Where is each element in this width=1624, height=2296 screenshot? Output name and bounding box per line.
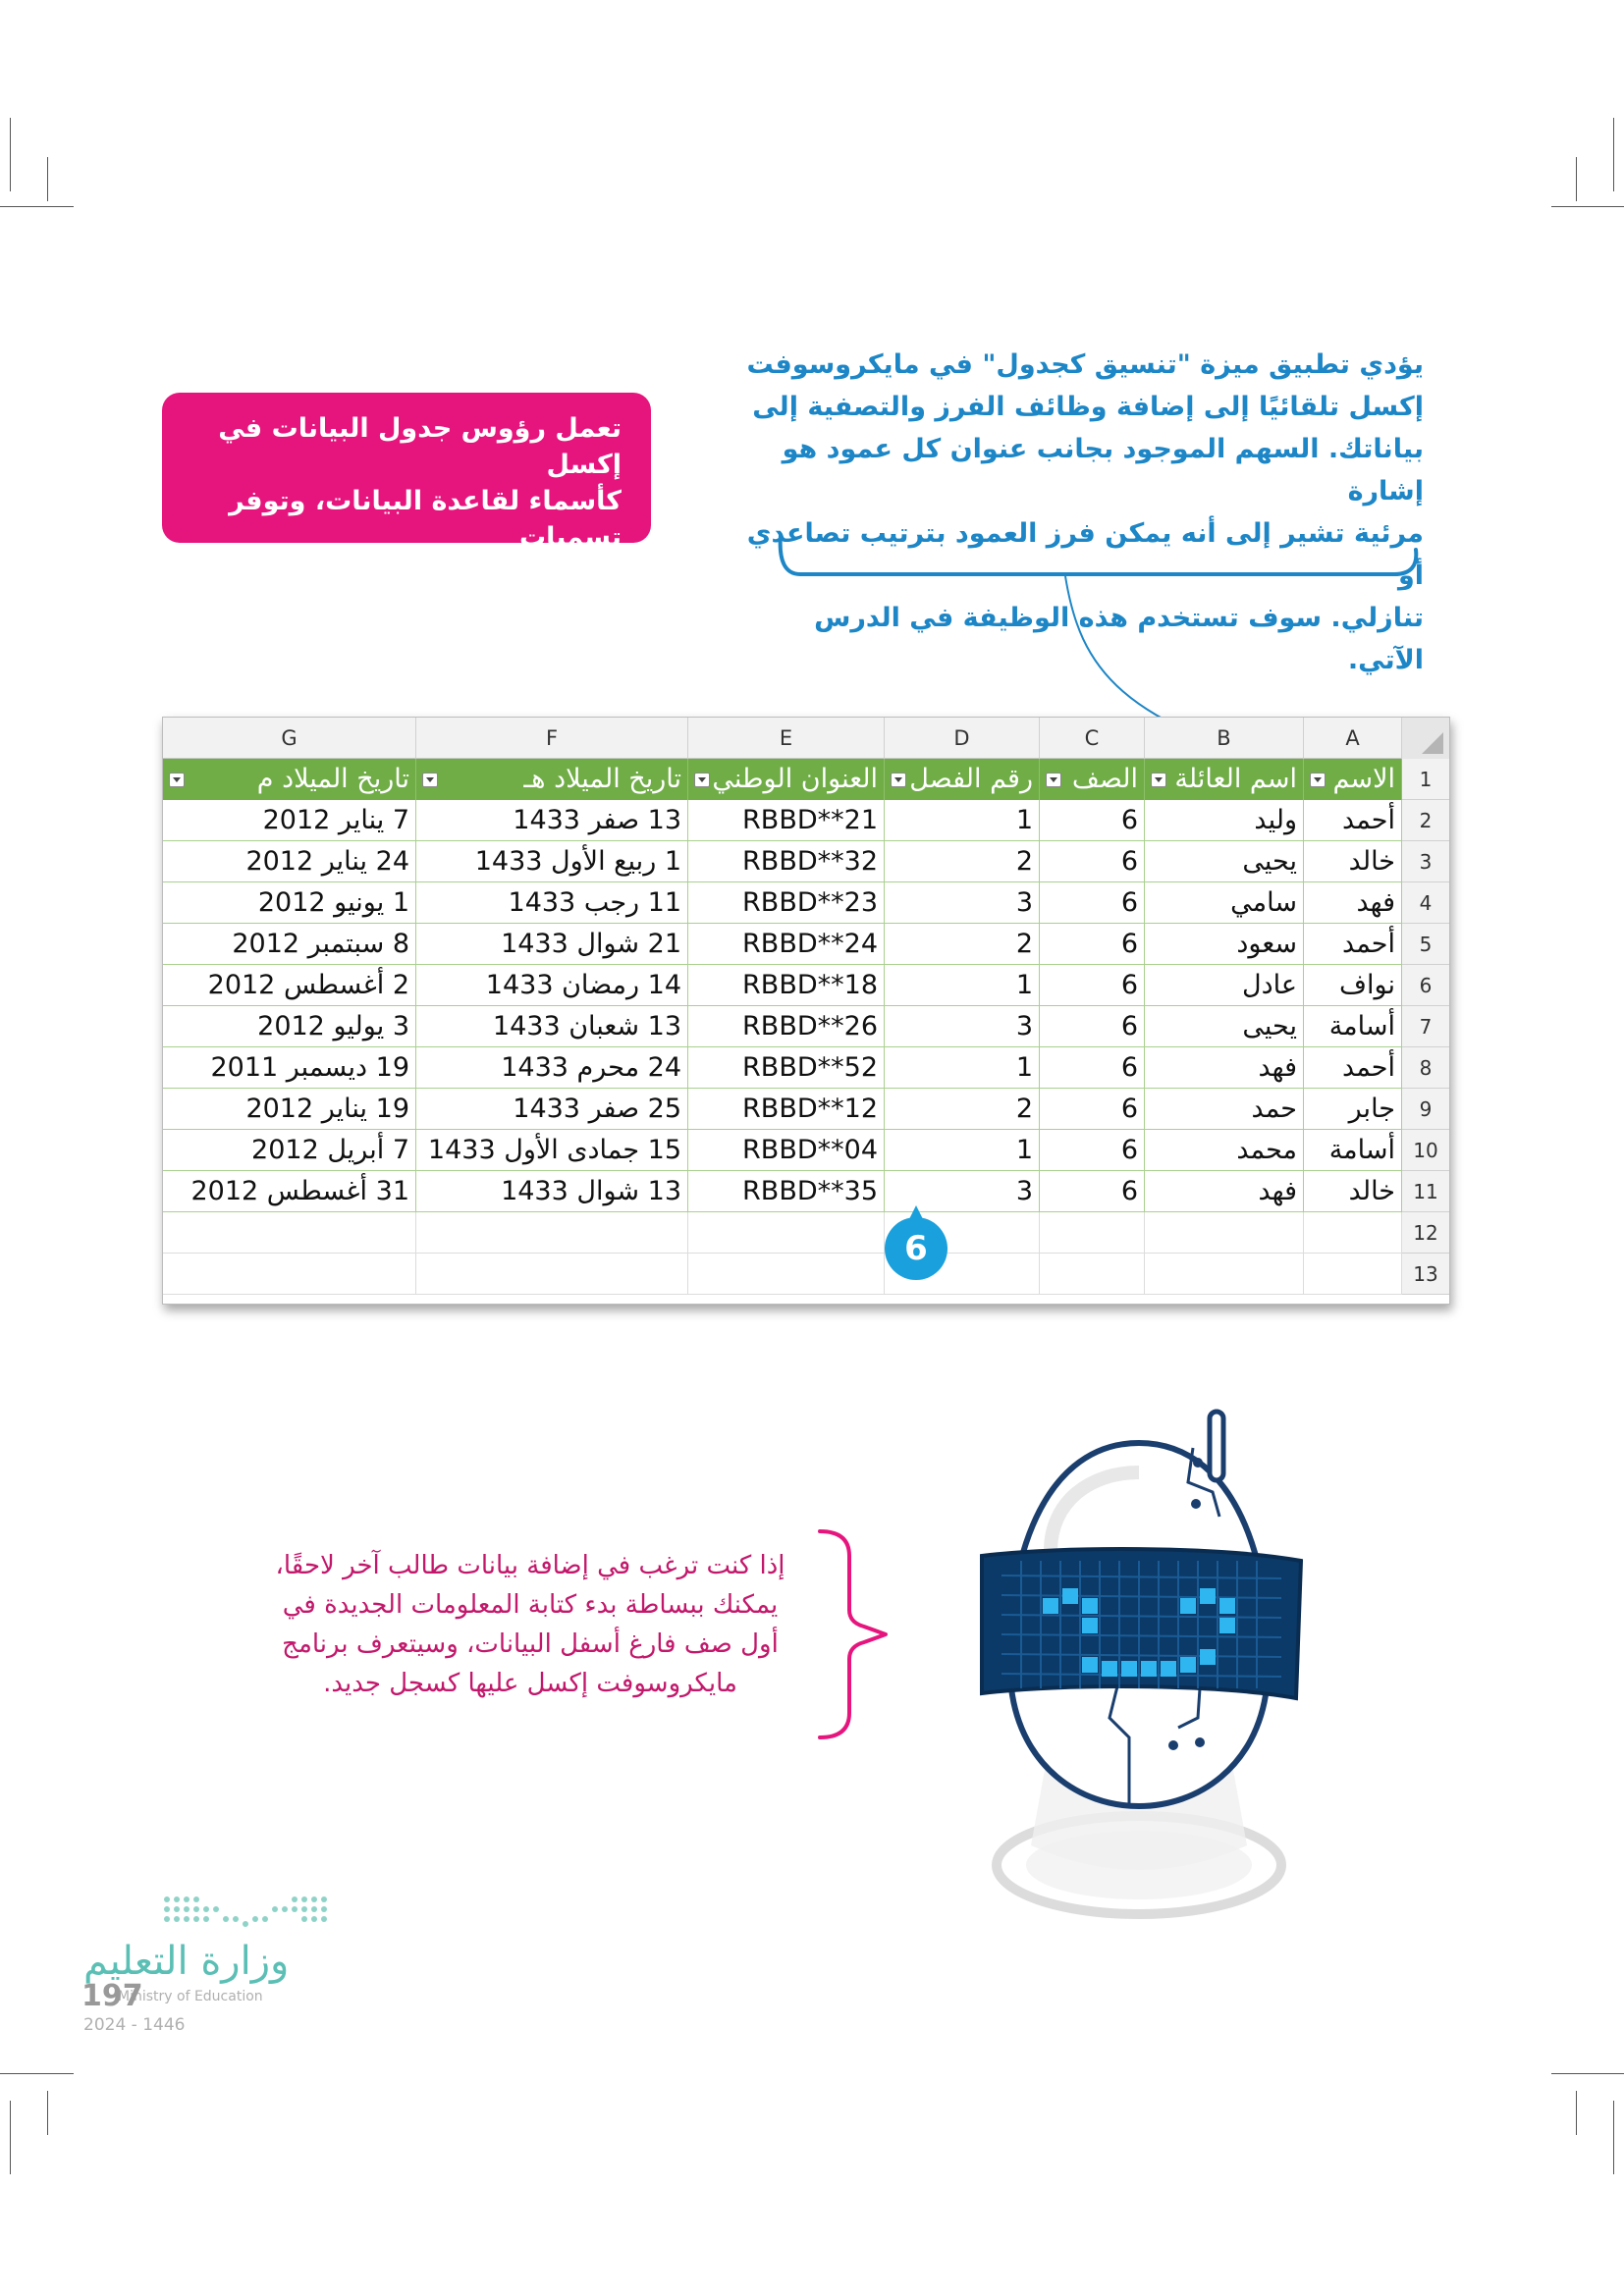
callout-line: يؤدي تطبيق ميزة "تنسيق كجدول" في مايكروسوفت [746, 349, 1424, 380]
table-cell[interactable]: سامي [1145, 882, 1304, 924]
table-header-col-g[interactable] [163, 759, 416, 800]
callout-line: كأسماء لقاعدة البيانات، وتوفر تسميات [229, 486, 622, 553]
callout-line: وصفية لكل عمود من أعمدة البيانات. [265, 559, 622, 625]
empty-cell[interactable] [163, 1212, 416, 1254]
callout-line: مرئية تشير إلى أنه يمكن فرز العمود بترتيب تصاعدي أو [746, 518, 1424, 591]
table-cell[interactable]: 6 [1040, 882, 1145, 924]
column-header-col-g[interactable]: G [163, 718, 416, 759]
header-label: تاريخ الميلاد هـ [523, 764, 681, 794]
table-cell[interactable]: 3 [885, 1006, 1040, 1047]
table-cell[interactable]: RBBD**32 [688, 841, 885, 882]
table-cell[interactable]: 1 ربيع الأول 1433 [416, 841, 688, 882]
table-cell[interactable]: 11 رجب 1433 [416, 882, 688, 924]
table-cell[interactable]: RBBD**24 [688, 924, 885, 965]
row-header[interactable]: 10 [1402, 1130, 1449, 1171]
select-all-corner[interactable] [1402, 718, 1449, 760]
table-cell[interactable]: 6 [1040, 1089, 1145, 1130]
table-cell[interactable]: 3 [885, 1171, 1040, 1212]
table-cell[interactable]: أسامة [1304, 1006, 1402, 1047]
row-header[interactable]: 8 [1402, 1047, 1449, 1089]
table-cell[interactable]: 7 أبريل 2012 [163, 1130, 416, 1171]
table-cell[interactable]: 13 شعبان 1433 [416, 1006, 688, 1047]
table-header-col-b[interactable] [1145, 759, 1304, 800]
table-cell[interactable]: RBBD**12 [688, 1089, 885, 1130]
empty-cell[interactable] [1145, 1212, 1304, 1254]
table-cell[interactable]: 31 أغسطس 2012 [163, 1171, 416, 1212]
header-label: تاريخ الميلاد م [256, 764, 409, 794]
callout-line: إكسل تلقائيًا إلى إضافة وظائف الفرز والتصفية إلى [752, 392, 1424, 422]
table-cell[interactable]: فهد [1304, 882, 1402, 924]
filter-dropdown-icon[interactable] [1310, 773, 1326, 787]
speech-bracket [805, 1526, 903, 1742]
table-cell[interactable]: 3 [885, 882, 1040, 924]
column-header-col-b[interactable]: B [1145, 718, 1304, 759]
column-header-col-d[interactable]: D [885, 718, 1040, 759]
table-cell[interactable]: 6 [1040, 965, 1145, 1006]
empty-cell[interactable] [1145, 1254, 1304, 1295]
row-header[interactable]: 5 [1402, 924, 1449, 965]
table-cell[interactable]: 8 سبتمبر 2012 [163, 924, 416, 965]
empty-cell[interactable] [1040, 1212, 1145, 1254]
table-cell[interactable]: 6 [1040, 800, 1145, 841]
row-header[interactable]: 12 [1402, 1212, 1449, 1254]
filter-dropdown-icon[interactable] [1151, 773, 1166, 787]
academic-year: 2024 - 1446 [83, 2015, 186, 2035]
table-header-col-e[interactable] [688, 759, 885, 800]
row-header[interactable]: 9 [1402, 1089, 1449, 1130]
empty-cell[interactable] [416, 1254, 688, 1295]
row-header[interactable]: 13 [1402, 1254, 1449, 1295]
ministry-logo-icon [162, 1895, 329, 1934]
table-cell[interactable]: أحمد [1304, 924, 1402, 965]
header-label: رقم الفصل [909, 764, 1033, 794]
empty-cell[interactable] [416, 1212, 688, 1254]
column-header-col-e[interactable]: E [688, 718, 885, 759]
crop-mark [0, 2073, 74, 2074]
table-cell[interactable]: عادل [1145, 965, 1304, 1006]
callout-line: تعمل رؤوس جدول البيانات في إكسل [218, 413, 622, 480]
corner-triangle-icon [1422, 732, 1443, 754]
new-record-callout [245, 1546, 815, 1703]
table-cell[interactable]: 19 ديسمبر 2011 [163, 1047, 416, 1089]
table-cell[interactable]: 1 [885, 800, 1040, 841]
row-header[interactable]: 11 [1402, 1171, 1449, 1212]
filter-dropdown-icon[interactable] [169, 773, 185, 787]
table-cell[interactable]: فهد [1145, 1171, 1304, 1212]
table-cell[interactable]: 1 [885, 1047, 1040, 1089]
filter-dropdown-icon[interactable] [1046, 773, 1061, 787]
table-cell[interactable]: 24 محرم 1433 [416, 1047, 688, 1089]
table-header-col-f[interactable] [416, 759, 688, 800]
empty-cell[interactable] [1040, 1254, 1145, 1295]
row-header[interactable]: 2 [1402, 800, 1449, 841]
row-header[interactable]: 3 [1402, 841, 1449, 882]
column-header-col-f[interactable]: F [416, 718, 688, 759]
empty-cell[interactable] [1304, 1254, 1402, 1295]
table-cell[interactable]: 15 جمادى الأول 1433 [416, 1130, 688, 1171]
row-header[interactable]: 4 [1402, 882, 1449, 924]
table-cell[interactable]: 3 يوليو 2012 [163, 1006, 416, 1047]
table-cell[interactable]: يحيى [1145, 841, 1304, 882]
empty-cell[interactable] [688, 1212, 885, 1254]
table-cell[interactable]: خالد [1304, 1171, 1402, 1212]
table-cell[interactable]: خالد [1304, 841, 1402, 882]
empty-cell[interactable] [1304, 1212, 1402, 1254]
step-number-badge: 6 [885, 1217, 947, 1280]
table-cell[interactable]: RBBD**04 [688, 1130, 885, 1171]
table-cell[interactable]: 1 يونيو 2012 [163, 882, 416, 924]
table-cell[interactable]: وليد [1145, 800, 1304, 841]
table-cell[interactable]: أحمد [1304, 1047, 1402, 1089]
table-cell[interactable]: 6 [1040, 1171, 1145, 1212]
table-cell[interactable]: 2 [885, 841, 1040, 882]
table-cell[interactable]: نواف [1304, 965, 1402, 1006]
table-cell[interactable]: 1 [885, 1130, 1040, 1171]
row-header[interactable]: 6 [1402, 965, 1449, 1006]
table-cell[interactable]: 25 صفر 1433 [416, 1089, 688, 1130]
filter-dropdown-icon[interactable] [891, 773, 906, 787]
empty-cell[interactable] [163, 1254, 416, 1295]
callout-line: أول صف فارغ أسفل البيانات، وسيتعرف برنامج [282, 1629, 779, 1659]
table-cell[interactable]: 6 [1040, 841, 1145, 882]
column-header-col-c[interactable]: C [1040, 718, 1145, 759]
filter-dropdown-icon[interactable] [422, 773, 438, 787]
table-cell[interactable]: 2 [885, 1089, 1040, 1130]
table-cell[interactable]: يحيى [1145, 1006, 1304, 1047]
ministry-name-en: Ministry of Education [118, 1989, 263, 2004]
callout-line: إذا كنت ترغب في إضافة بيانات طالب آخر لاحقًا، [275, 1551, 785, 1580]
table-header-col-a[interactable] [1304, 759, 1402, 800]
table-header-col-d[interactable] [885, 759, 1040, 800]
headers-callout [162, 393, 651, 625]
table-cell[interactable]: RBBD**52 [688, 1047, 885, 1089]
table-cell[interactable]: 21 شوال 1433 [416, 924, 688, 965]
crop-mark [1613, 2101, 1614, 2174]
table-cell[interactable]: فهد [1145, 1047, 1304, 1089]
callout-line: تنازلي. سوف تستخدم هذه الوظيفة في الدرس الآتي. [814, 603, 1424, 675]
table-cell[interactable]: 2 [885, 924, 1040, 965]
robot-illustration [943, 1404, 1326, 1953]
table-cell[interactable]: أسامة [1304, 1130, 1402, 1171]
row-header[interactable]: 1 [1402, 759, 1449, 800]
header-label: العنوان الوطني [712, 764, 878, 794]
table-cell[interactable]: RBBD**21 [688, 800, 885, 841]
table-cell[interactable]: 13 صفر 1433 [416, 800, 688, 841]
page-number: 197 [81, 1979, 143, 2013]
table-cell[interactable]: 6 [1040, 1006, 1145, 1047]
table-cell[interactable]: محمد [1145, 1130, 1304, 1171]
table-header-col-c[interactable] [1040, 759, 1145, 800]
table-cell[interactable]: حمد [1145, 1089, 1304, 1130]
table-cell[interactable]: سعود [1145, 924, 1304, 965]
callout-line: بياناتك. السهم الموجود بجانب عنوان كل عمود هو إشارة [782, 434, 1424, 507]
table-cell[interactable]: RBBD**35 [688, 1171, 885, 1212]
row-header[interactable]: 7 [1402, 1006, 1449, 1047]
table-cell[interactable]: RBBD**23 [688, 882, 885, 924]
table-cell[interactable]: RBBD**26 [688, 1006, 885, 1047]
table-cell[interactable]: 13 شوال 1433 [416, 1171, 688, 1212]
header-label: الصف [1071, 764, 1138, 794]
table-cell[interactable]: جابر [1304, 1089, 1402, 1130]
table-cell[interactable]: 6 [1040, 1130, 1145, 1171]
empty-cell[interactable] [688, 1254, 885, 1295]
ministry-name-ar: وزارة التعليم [83, 1939, 290, 1984]
header-label: اسم العائلة [1174, 764, 1297, 794]
crop-mark [1551, 2073, 1624, 2074]
crop-mark [10, 2101, 11, 2174]
table-cell[interactable]: 1 [885, 965, 1040, 1006]
table-cell[interactable]: 2 أغسطس 2012 [163, 965, 416, 1006]
table-cell[interactable]: 6 [1040, 1047, 1145, 1089]
table-cell[interactable]: 14 رمضان 1433 [416, 965, 688, 1006]
header-label: الاسم [1332, 764, 1395, 794]
table-cell[interactable]: 19 يناير 2012 [163, 1089, 416, 1130]
table-cell[interactable]: أحمد [1304, 800, 1402, 841]
filter-dropdown-icon[interactable] [694, 773, 710, 787]
callout-line: مايكروسوفت إكسل عليها كسجل جديد. [323, 1669, 737, 1698]
excel-table-screenshot [162, 717, 1450, 1305]
table-cell[interactable]: 7 يناير 2012 [163, 800, 416, 841]
table-cell[interactable]: 6 [1040, 924, 1145, 965]
crop-mark [47, 2091, 48, 2135]
callout-line: يمكنك ببساطة بدء كتابة المعلومات الجديدة في [282, 1590, 779, 1620]
crop-mark [1576, 2091, 1577, 2135]
table-cell[interactable]: RBBD**18 [688, 965, 885, 1006]
column-header-col-a[interactable]: A [1304, 718, 1402, 759]
table-cell[interactable]: 24 يناير 2012 [163, 841, 416, 882]
